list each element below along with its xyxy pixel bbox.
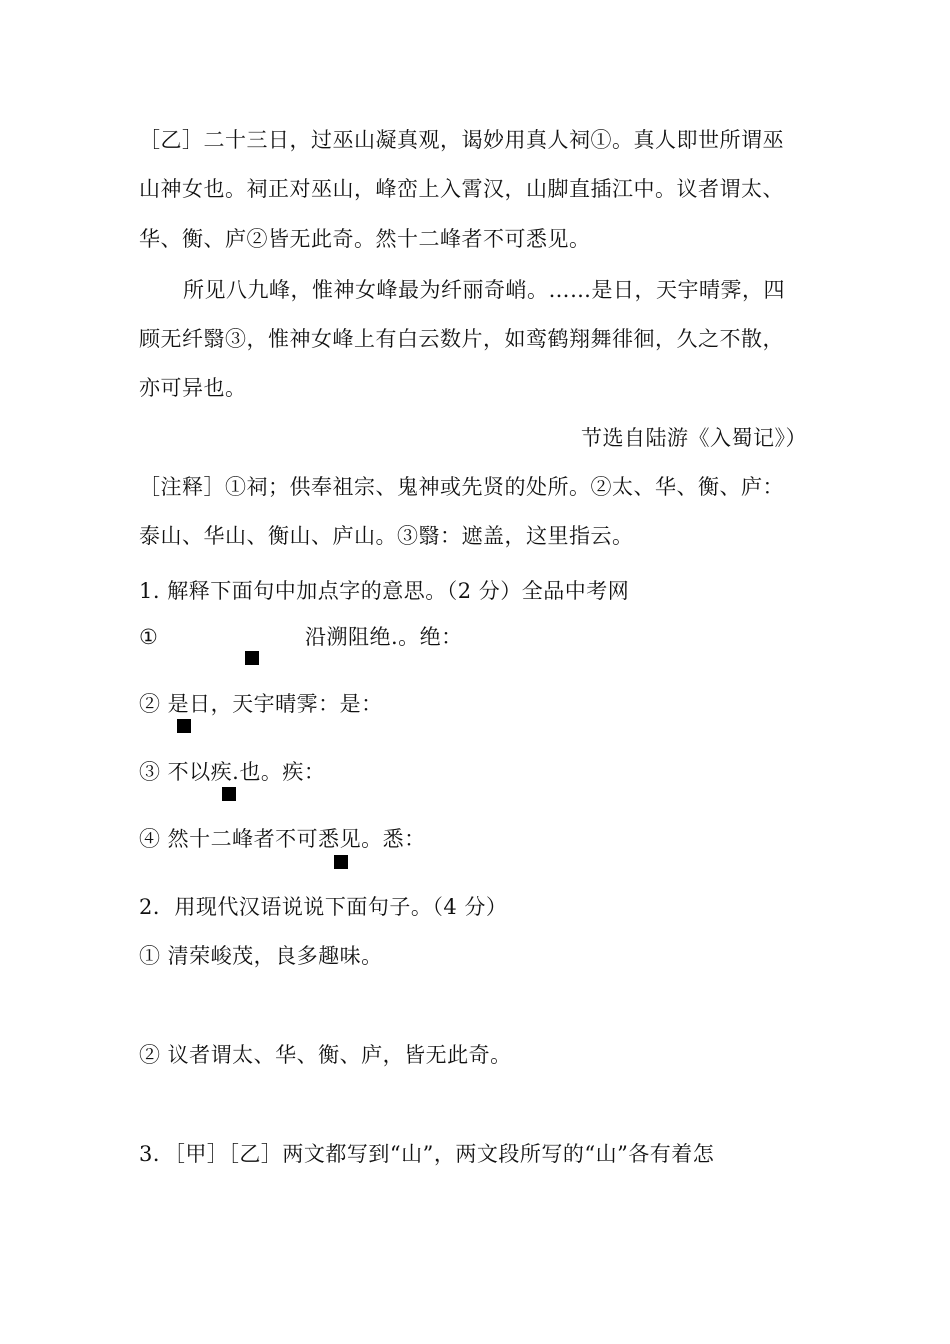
passage-line-1: ［乙］二十三日，过巫山凝真观，谒妙用真人祠①。真人即世所谓巫 [139,128,784,152]
question-1-item-2: ② 是日，天宇晴霁：是： [139,692,383,716]
question-3-title: 3．［甲］［乙］两文都写到“山”，两文段所写的“山”各有着怎 [139,1142,715,1166]
passage-line-6: 亦可异也。 [139,376,247,400]
notes-line-1: ［注释］①祠；供奉祖宗、鬼神或先贤的处所。②太、华、衡、庐： [139,475,784,499]
black-square-marker [222,787,236,801]
question-2-item-1: ① 清荣峻茂，良多趣味。 [139,944,383,968]
question-1-item-4: ④ 然十二峰者不可悉见。悉： [139,827,426,851]
question-1-title: 1. 解释下面句中加点字的意思。（2 分）全品中考网 [139,579,630,603]
question-2-item-2: ② 议者谓太、华、衡、庐，皆无此奇。 [139,1043,512,1067]
notes-line-2: 泰山、华山、衡山、庐山。③翳：遮盖，这里指云。 [139,524,634,548]
passage-line-4: 所见八九峰，惟神女峰最为纤丽奇峭。……是日，天宇晴霁，四 [183,278,785,302]
black-square-marker [177,719,191,733]
passage-line-2: 山神女也。祠正对巫山，峰峦上入霄汉，山脚直插江中。议者谓太、 [139,177,784,201]
passage-line-3: 华、衡、庐②皆无此奇。然十二峰者不可悉见。 [139,227,591,251]
source-citation: 节选自陆游《入蜀记》） [581,426,807,450]
question-2-title: 2．用现代汉语说说下面句子。（4 分） [139,895,508,919]
passage-line-5: 顾无纤翳③，惟神女峰上有白云数片，如鸾鹤翔舞徘徊，久之不散， [139,327,784,351]
question-1-item-3: ③ 不以疾.也。疾： [139,760,326,784]
question-1-item-1-text: 沿溯阻绝.。绝： [305,625,463,649]
question-1-item-1-number: ① [139,625,159,649]
black-square-marker [334,855,348,869]
black-square-marker [245,651,259,665]
